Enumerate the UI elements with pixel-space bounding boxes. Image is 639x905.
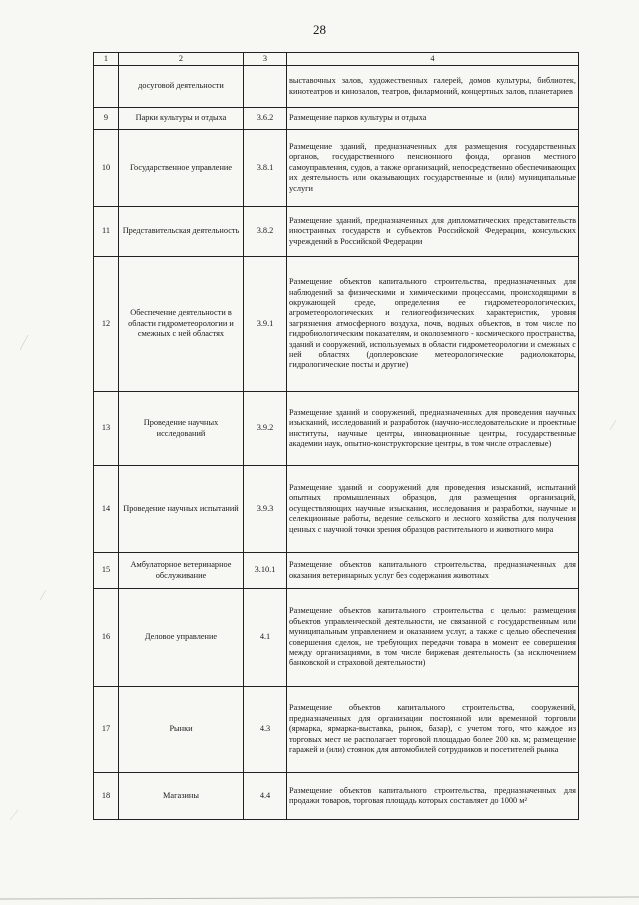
scan-speck [610, 420, 616, 430]
scan-speck [20, 335, 28, 350]
use-type-code [244, 66, 287, 108]
scan-speck [10, 810, 18, 820]
table-row [94, 553, 579, 589]
row-number: 11 [94, 207, 119, 257]
table-row [94, 589, 579, 687]
scan-speck [40, 590, 46, 600]
use-type-description: Размещение зданий и сооружений для проведения изысканий, испытаний опытных промышленных образцов, для размещения организаций, осуществляющих научные изыскания, исследования и разработки, научные и селекционные работы, ведение сельского и лесного хозяйства для получения ценных с научной точки зрения образцов растительного и животного мира [287, 466, 579, 553]
table-row [94, 773, 579, 820]
use-type-description: Размещение зданий, предназначенных для размещения государственных органов, государственного пенсионного фонда, органов местного самоуправления, судов, а также организаций, непосредственно обеспечивающих их деятельность или оказывающих государственные и (или) муниципальные услуги [287, 130, 579, 207]
use-type-code: 3.8.2 [244, 207, 287, 257]
use-type-code: 3.9.3 [244, 466, 287, 553]
use-type-name: Проведение научных испытаний [119, 466, 244, 553]
table-row [94, 130, 579, 207]
row-number: 9 [94, 108, 119, 130]
use-type-name: Амбулаторное ветеринарное обслуживание [119, 553, 244, 589]
use-type-description: Размещение объектов капитального строительства, предназначенных для продажи товаров, торговая площадь которых составляет до 1000 м² [287, 773, 579, 820]
use-type-description: Размещение объектов капитального строительства, сооружений, предназначенных для организации постоянной или временной торговли (ярмарка, ярмарка-выставка, рынок, базар), с учетом того, что каждое из торговых мест не располагает торговой площадью более 200 кв. м; размещение гаражей и (или) стоянок для автомобилей сотрудников и посетителей рынка [287, 687, 579, 773]
header-col-1: 1 [94, 53, 119, 66]
use-type-name: Проведение научных исследований [119, 392, 244, 466]
use-type-code: 3.9.1 [244, 257, 287, 392]
row-number: 17 [94, 687, 119, 773]
use-type-code: 3.10.1 [244, 553, 287, 589]
use-type-code: 4.4 [244, 773, 287, 820]
use-type-description: Размещение зданий, предназначенных для дипломатических представительств иностранных государств и субъектов Российской Федерации, консульских учреждений в Российской Федерации [287, 207, 579, 257]
use-type-name: Деловое управление [119, 589, 244, 687]
table-row [94, 466, 579, 553]
table-header-row [94, 53, 579, 66]
use-type-name: досуговой деятельности [119, 66, 244, 108]
page-number: 28 [313, 22, 326, 37]
use-type-name: Рынки [119, 687, 244, 773]
use-type-description: Размещение объектов капитального строительства с целью: размещения объектов управленческой деятельности, не связанной с государственным или муниципальным управлением и оказанием услуг, а также с целью обеспечения совершения сделок, не требующих передачи товара в момент ее совершения между организациями, в том числе биржевая деятельность (за исключением банковской и страховой деятельности) [287, 589, 579, 687]
use-type-description: Размещение объектов капитального строительства, предназначенных для наблюдений за физическими и химическими процессами, происходящими в окружающей среде, определения ее гидрометеорологических, агрометеорологических и гелиогеофизических характеристик, уровня загрязнения атмосферного воздуха, почв, водных объектов, в том числе по гидробиологическим показателям, и околоземного - космического пространства, зданий и сооружений, используемых в области гидрометеорологии и смежных с ней областях (доплеровские метеорологические радиолокаторы, гидрологические посты и другие) [287, 257, 579, 392]
use-type-description: Размещение объектов капитального строительства, предназначенных для оказания ветеринарных услуг без содержания животных [287, 553, 579, 589]
row-number: 12 [94, 257, 119, 392]
use-type-code: 4.3 [244, 687, 287, 773]
row-number: 14 [94, 466, 119, 553]
header-col-2: 2 [119, 53, 244, 66]
row-number: 18 [94, 773, 119, 820]
header-col-3: 3 [244, 53, 287, 66]
scan-bottom-edge [0, 897, 639, 899]
table-row [94, 687, 579, 773]
table-row [94, 108, 579, 130]
table-row [94, 257, 579, 392]
use-type-name: Государственное управление [119, 130, 244, 207]
header-col-4: 4 [287, 53, 579, 66]
use-type-name: Обеспечение деятельности в области гидрометеорологии и смежных с ней областях [119, 257, 244, 392]
use-type-name: Парки культуры и отдыха [119, 108, 244, 130]
use-type-name: Магазины [119, 773, 244, 820]
use-type-code: 3.6.2 [244, 108, 287, 130]
table-row [94, 207, 579, 257]
use-type-name: Представительская деятельность [119, 207, 244, 257]
use-type-code: 3.9.2 [244, 392, 287, 466]
table-row [94, 66, 579, 108]
row-number: 13 [94, 392, 119, 466]
row-number: 16 [94, 589, 119, 687]
row-number: 15 [94, 553, 119, 589]
row-number [94, 66, 119, 108]
row-number: 10 [94, 130, 119, 207]
use-type-description: Размещение парков культуры и отдыха [287, 108, 579, 130]
use-type-description: Размещение зданий и сооружений, предназначенных для проведения научных изысканий, исследований и разработок (научно-исследовательские и проектные институты, научные центры, инновационные центры, государственные академии наук, опытно-конструкторские центры, в том числе отраслевые) [287, 392, 579, 466]
use-type-code: 4.1 [244, 589, 287, 687]
table-row [94, 392, 579, 466]
use-type-description: выставочных залов, художественных галерей, домов культуры, библиотек, кинотеатров и кинозалов, театров, филармоний, концертных залов, планетариев [287, 66, 579, 108]
use-type-code: 3.8.1 [244, 130, 287, 207]
land-use-table [93, 52, 579, 820]
